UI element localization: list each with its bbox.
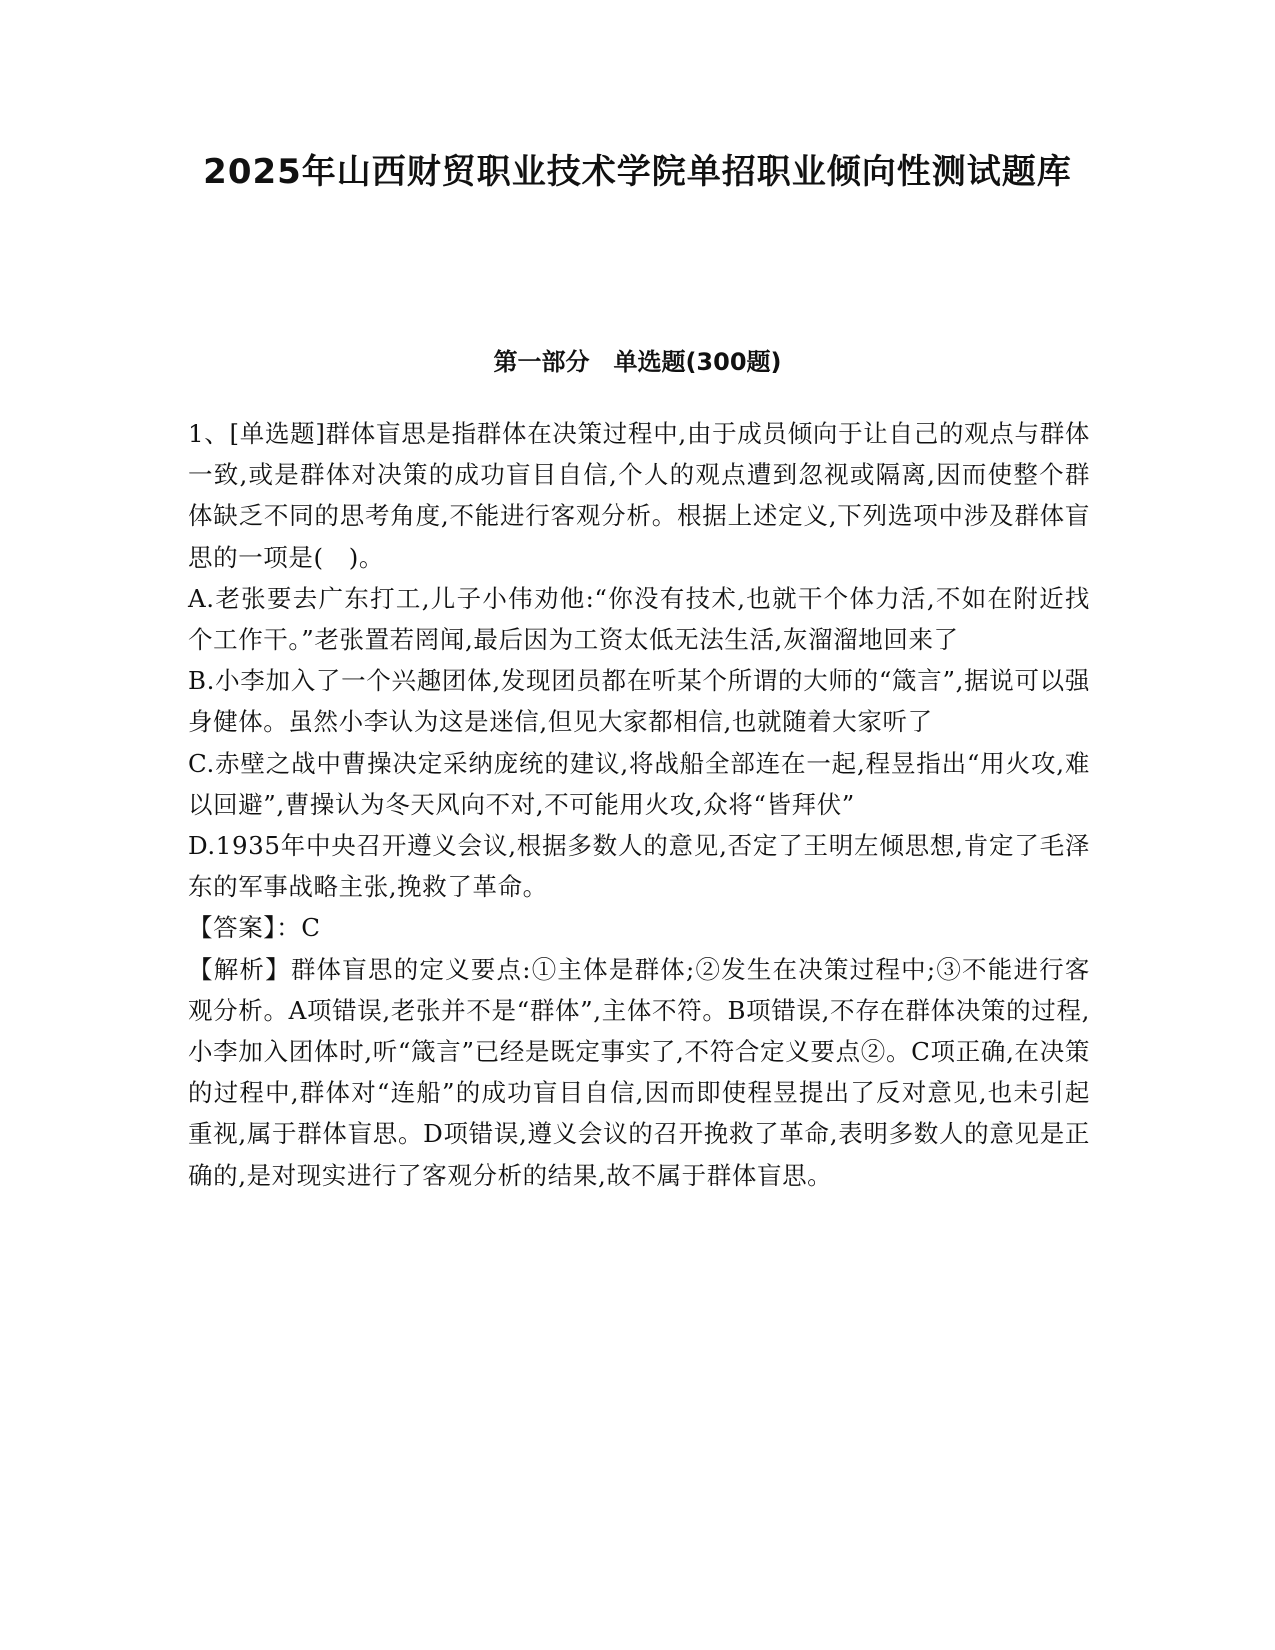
question-block	[188, 413, 1090, 1196]
analysis-paragraph: 【解析】群体盲思的定义要点:①主体是群体;②发生在决策过程中;③不能进行客观分析。A项错误,老张并不是“群体”,主体不符。B项错误,不存在群体决策的过程,小李加入团体时,听“箴言”已经是既定事实了,不符合定义要点②。C项正确,在决策的过程中,群体对“连船”的成功盲目自信,因而即使程昱提出了反对意见,也未引起重视,属于群体盲思。D项错误,遵义会议的召开挽救了革命,表明多数人的意见是正确的,是对现实进行了客观分析的结果,故不属于群体盲思。	[188, 954, 1090, 1190]
option-b: B.小李加入了一个兴趣团体,发现团员都在听某个所谓的大师的“箴言”,据说可以强身健体。虽然小李认为这是迷信,但见大家都相信,也就随着大家听了	[188, 666, 1090, 737]
option-c: C.赤壁之战中曹操决定采纳庞统的建议,将战船全部连在一起,程昱指出“用火攻,难以回避”,曹操认为冬天风向不对,不可能用火攻,众将“皆拜伏”	[188, 748, 1090, 819]
option-d: D.1935年中央召开遵义会议,根据多数人的意见,否定了王明左倾思想,肯定了毛泽东的军事战略主张,挽救了革命。	[188, 831, 1090, 902]
section-heading: 第一部分 单选题(300题)	[493, 348, 782, 376]
question-stem: 1、[单选题]群体盲思是指群体在决策过程中,由于成员倾向于让自己的观点与群体一致,或是群体对决策的成功盲目自信,个人的观点遭到忽视或隔离,因而使整个群体缺乏不同的思考角度,不能进行客观分析。根据上述定义,下列选项中涉及群体盲思的一项是( )。	[188, 419, 1090, 572]
answer-line: 【答案】：C	[188, 913, 321, 943]
option-a: A.老张要去广东打工,儿子小伟劝他:“你没有技术,也就干个体力活,不如在附近找个工作干。”老张置若罔闻,最后因为工资太低无法生活,灰溜溜地回来了	[188, 583, 1090, 655]
document-title: 2025年山西财贸职业技术学院单招职业倾向性测试题库	[203, 152, 1072, 192]
